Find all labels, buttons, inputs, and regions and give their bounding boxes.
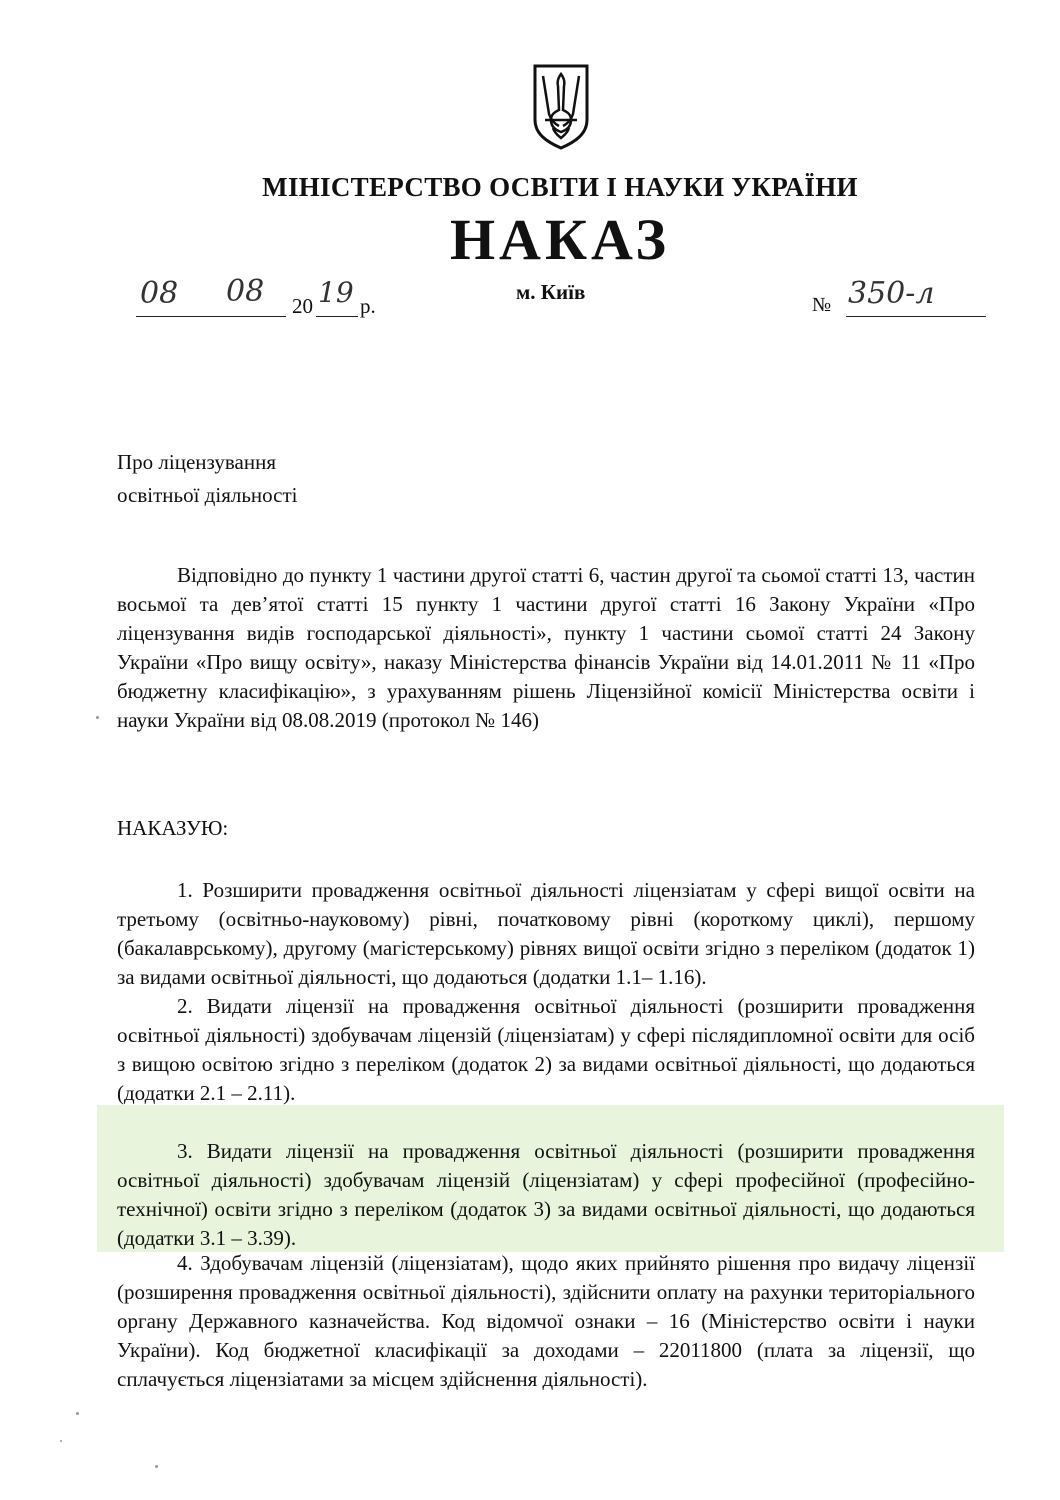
order-item-text: 1. Розширити провадження освітньої діяльності ліцензіатам у сфері вищої освіти на третьому (освітньо-науковому) рівні, початковому рівні (короткому циклі), першому (бакалаврському), другому (магістерському) рівнях вищої освіти згідно з переліком (додаток 1) за видами освітньої діяльності, що додаються (додатки 1.1– 1.16). <box>117 878 975 989</box>
number-underline <box>846 316 986 317</box>
order-subject <box>117 446 298 512</box>
order-heading: НАКАЗУЮ: <box>117 816 229 840</box>
order-item-2 <box>117 992 975 1108</box>
number-value: 350-л <box>848 276 935 311</box>
date-century: 20 <box>292 294 313 318</box>
ministry-name: МІНІСТЕРСТВО ОСВІТИ І НАУКИ УКРАЇНИ <box>262 172 858 202</box>
scan-speck <box>96 716 99 719</box>
date-year: 19 <box>318 276 354 309</box>
scan-speck <box>76 1412 79 1415</box>
trident-coat-of-arms-icon <box>531 62 591 150</box>
order-date <box>136 276 396 324</box>
subject-line-2: освітньої діяльності <box>117 483 298 507</box>
preamble-paragraph <box>117 561 975 735</box>
order-item-4 <box>117 1249 975 1394</box>
document-title: НАКАЗ <box>449 207 671 272</box>
date-suffix: р. <box>360 294 376 318</box>
order-item-text: 2. Видати ліцензії на провадження освітньої діяльності (розширити провадження освітньої діяльності) здобувачам ліцензій (ліцензіатам) у сфері післядипломної освіти для осіб з вищою освітою згідно з переліком (додаток 2) за видами освітньої діяльності, що додаються (додатки 2.1 – 2.11). <box>117 994 975 1105</box>
scan-speck <box>60 1440 62 1442</box>
date-day: 08 <box>140 276 179 311</box>
order-item-text: 4. Здобувачам ліцензій (ліцензіатам), щодо яких прийнято рішення про видачу ліцензії (розширення провадження освітньої діяльності), здійснити оплату на рахунки територіального органу Державного казначейства. Код відомчої ознаки – 16 (Міністерство освіти і науки України). Код бюджетної класифікації за доходами – 22011800 (плата за ліцензії, що сплачується ліцензіатами за місцем здійснення діяльності). <box>117 1251 975 1391</box>
order-item-3 <box>117 1137 975 1253</box>
scan-speck <box>155 1465 158 1468</box>
order-item-1 <box>117 876 975 992</box>
order-number <box>812 276 992 324</box>
order-item-text: 3. Видати ліцензії на провадження освітньої діяльності (розширити провадження освітньої діяльності) здобувачам ліцензій (ліцензіатам) у сфері професійної (професійно-технічної) освіти згідно з переліком (додаток 3) за видами освітньої діяльності, що додаються (додатки 3.1 – 3.39). <box>117 1139 975 1250</box>
year-underline <box>316 316 358 317</box>
date-underline <box>136 316 286 317</box>
subject-line-1: Про ліцензування <box>117 450 276 474</box>
date-month: 08 <box>226 274 265 309</box>
city: м. Київ <box>516 280 586 304</box>
number-sign: № <box>812 294 832 316</box>
preamble-text: Відповідно до пункту 1 частини другої статті 6, частин другої та сьомої статті 13, частин восьмої та дев’ятої статті 15 пункту 1 частини другої статті 16 Закону України «Про ліцензування видів господарської діяльності», пункту 1 частини сьомої статті 24 Закону України «Про вищу освіту», наказу Міністерства фінансів України від 14.01.2011 № 11 «Про бюджетну класифікацію», з урахуванням рішень Ліцензійної комісії Міністерства освіти і науки України від 08.08.2019 (протокол № 146) <box>117 563 975 732</box>
